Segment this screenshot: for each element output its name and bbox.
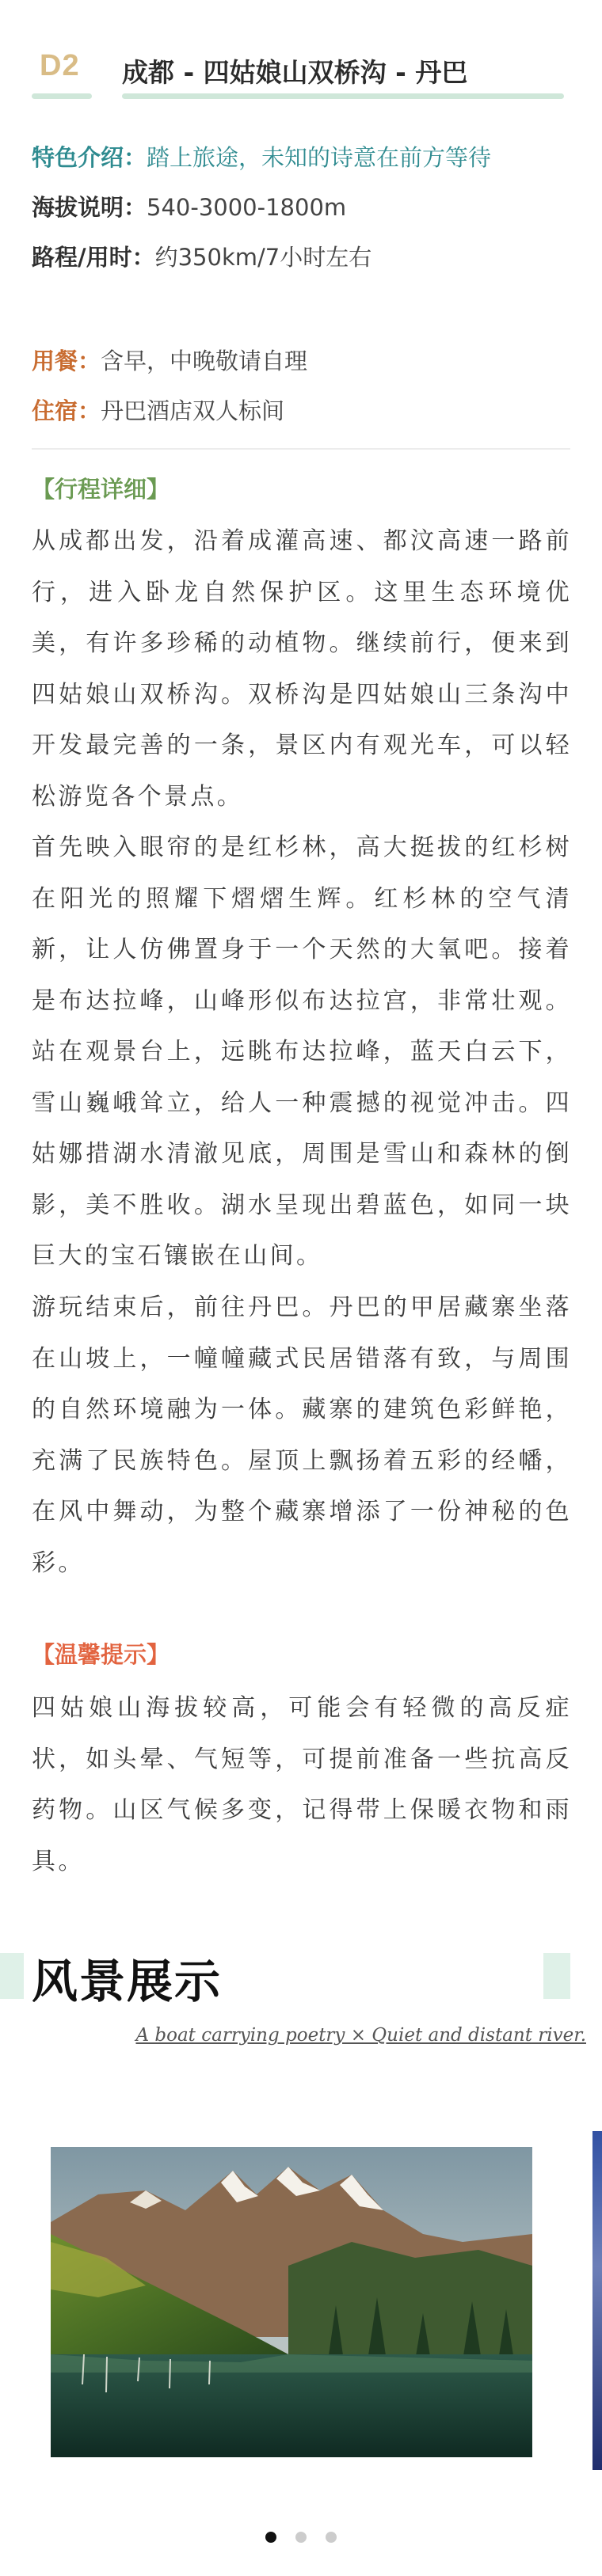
gallery-photo-next-peek[interactable] <box>592 2131 602 2470</box>
day-title: 成都 - 四姑娘山双桥沟 - 丹巴 <box>122 57 468 88</box>
route-label: 路程/用时： <box>32 244 155 271</box>
gallery-subtitle[interactable]: A boat carrying poetry × Quiet and distant river. <box>135 2025 586 2046</box>
altitude-value: 540-3000-1800m <box>147 194 347 221</box>
day-badge-underline <box>32 93 92 99</box>
gallery-title: 风景展示 <box>32 1955 223 2008</box>
feature-line <box>32 142 491 173</box>
gallery-photo-mountain-lake[interactable] <box>51 2147 532 2457</box>
itinerary-paragraph-2: 首先映入眼帘的是红杉林，高大挺拔的红杉树在阳光的照耀下熠熠生辉。红杉林的空气清新，让人仿佛置身于一个天然的大氧吧。接着是布达拉峰，山峰形似布达拉宫，非常壮观。站在观景台上，远眺布达拉峰，蓝天白云下，雪山巍峨耸立，给人一种震撼的视觉冲击。四姑娜措湖水清澈见底，周围是雪山和森林的倒影，美不胜收。湖水呈现出碧蓝色，如同一块巨大的宝石镶嵌在山间。 <box>32 834 572 1270</box>
itinerary-paragraph-3: 游玩结束后，前往丹巴。丹巴的甲居藏寨坐落在山坡上，一幢幢藏式民居错落有致，与周围的自然环境融为一体。藏寨的建筑色彩鲜艳，充满了民族特色。屋顶上飘扬着五彩的经幡，在风中舞动，为整个藏寨增添了一份神秘的色彩。 <box>32 1294 572 1577</box>
section-divider <box>32 448 570 450</box>
feature-label: 特色介绍： <box>32 144 147 171</box>
meal-line <box>32 345 307 377</box>
pagination-dot-3[interactable] <box>326 2532 337 2543</box>
altitude-label: 海拔说明： <box>32 194 147 221</box>
day-badge: D2 <box>40 49 80 82</box>
altitude-line <box>32 192 346 223</box>
gallery-pagination <box>0 2532 602 2543</box>
itinerary-title: 【行程详细】 <box>32 476 170 503</box>
pagination-dot-2[interactable] <box>295 2532 307 2543</box>
pagination-dot-1[interactable] <box>265 2532 276 2543</box>
tips-paragraph: 四姑娘山海拔较高，可能会有轻微的高反症状，如头晕、气短等，可提前准备一些抗高反药物。山区气候多变，记得带上保暖衣物和雨具。 <box>32 1694 572 1875</box>
hotel-label: 住宿： <box>32 397 101 424</box>
day-title-underline <box>122 93 564 99</box>
meal-value: 含早，中晚敬请自理 <box>101 348 308 374</box>
day-header <box>32 41 564 101</box>
hotel-value: 丹巴酒店双人标间 <box>101 397 285 424</box>
route-line <box>32 241 371 273</box>
itinerary-paragraph-1: 从成都出发，沿着成灌高速、都汶高速一路前行，进入卧龙自然保护区。这里生态环境优美，有许多珍稀的动植物。继续前行，便来到四姑娘山双桥沟。双桥沟是四姑娘山三条沟中开发最完善的一条，景区内有观光车，可以轻松游览各个景点。 <box>32 527 572 811</box>
mountain-lake-illustration <box>51 2147 532 2457</box>
tips-title: 【温馨提示】 <box>32 1641 170 1668</box>
gallery-title-band-right <box>543 1953 570 1999</box>
hotel-line <box>32 395 284 427</box>
feature-value: 踏上旅途，未知的诗意在前方等待 <box>147 144 492 171</box>
gallery-title-band-left <box>0 1953 24 1999</box>
meal-label: 用餐： <box>32 348 101 374</box>
route-value: 约350km/7小时左右 <box>154 244 372 271</box>
